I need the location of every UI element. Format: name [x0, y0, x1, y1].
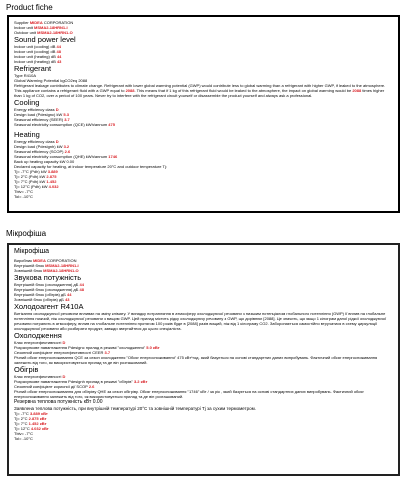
tj-row: Tj= 2°C 2.875 кВт: [14, 416, 47, 421]
refrigerant-text: Витікання охолоджуючої речовини впливає на зміну клімату. У випадку потрапляння в атмосферу охолоджуючої речовини з низьким потенціалом глобального потепління (GWP) її вплив на глобальне потепління нижчий, ніж охолоджуючої речовини з вищим GWP. Цей прилад містить рідку охолоджуючу речовину з GWP, що дорівнює [2088]. Це значить, що якщо 1 кілограм даної рідкої охолоджуючої речовини потрапить в атмосферу, вплив на глобальне потепління протягом 100 років буде в [2088] разів вищий, ніж від 1 кілограму CO2. Заборонається самостійно втручатися в схему циркуляції охолоджуючої речовини або розбирати продукт, завжди звертайтеся до цього спеціаліста.: [14, 311, 387, 331]
declared-capacity: Заявлена теплова потужність, при внутрішній температурі 20°C та зовнішній температурі Tj за сухим термометром.: [14, 406, 256, 411]
spl-row: Внутрішній блок (охолодження) дБ 44: [14, 282, 84, 287]
heating-row: Back up heating capacity kW 0.00: [14, 159, 75, 164]
sound-power-title: Sound power level: [14, 35, 76, 44]
cooling-row: Розрахункове навантаження Pdesignc прилад в режимі "охолодження" 5.0 кВт: [14, 345, 160, 350]
spl-row: Indoor unit (heating) dB 44: [14, 54, 62, 59]
cooling-row: Seasonal electricity consumption (QCE) kWh/annum 475: [14, 122, 115, 127]
product-fiche-ua: [7, 243, 400, 476]
tol-row: Tol= -10°C: [14, 436, 33, 441]
spl-row: Indoor unit (heating) dB 43: [14, 59, 62, 64]
refrigerant-text: Refrigerant leakage contributes to climate change. Refrigerant with lower global warming potential (GWP) would contribute less to global warming than a refrigerant with higher GWP, if leaked to the atmosphere. This appliance contains a refrigerant fluid with a GWP equal to 2088. This means that if 1 kg of this refrigerant fluid would be leaked to the atmosphere, the impact on global warming would be 2088 times higher than 1 kg of CO2, over a period of 100 years. Never try to interfere with the refrigerant circuit yourself or disassemble the product yourself and always ask a professional.: [14, 83, 386, 98]
spl-row: Indoor unit (cooling) dB 44: [14, 44, 61, 49]
heating-row: Розрахункове навантаження Pdesignh прилад в режимі "обігрів" 3.2 кВт: [14, 379, 148, 384]
refrigerant-type: Type R410A: [14, 73, 37, 78]
cooling-row: Design load (Pdesignc) kW 5.3: [14, 112, 69, 117]
cooling-row: Клас енергоефективності D: [14, 340, 66, 345]
page-title-ua: Мікрофіша: [6, 229, 47, 238]
outdoor-row: Зовнішній блок MSMA2-18HRN1-O: [14, 268, 79, 273]
heating-title: Heating: [14, 130, 40, 139]
heating-row: Energy efficiency class D: [14, 139, 59, 144]
product-fiche-en: [7, 15, 400, 213]
refrigerant-title: Холодоагент R410A: [14, 302, 84, 311]
cooling-row: Сезонний коефіцієнт енергоефективності CEER 3.7: [14, 350, 111, 355]
spl-row: Indoor unit (cooling) dB 48: [14, 49, 61, 54]
outdoor-row: Outdoor unit MSMA2-18HRN1-O: [14, 30, 73, 35]
backup-row: Резервна теплова потужність кВт 0.00: [14, 399, 103, 405]
tol-row: Tol= -10°C: [14, 194, 33, 199]
heating-row: Клас енергоефективності D: [14, 374, 66, 379]
tj-row: Tj= -7°C (Pdh) kW 3.889: [14, 169, 58, 174]
indoor-row: Indoor unit MSMA2-18HRN1-I: [14, 25, 68, 30]
cooling-row: Energy efficiency class D: [14, 107, 59, 112]
tj-row: Tj= 12°C (Pdh) kW 4.032: [14, 184, 59, 189]
tj-row: Tj= 7°C 1.452 кВт: [14, 421, 47, 426]
supplier-row: Supplier MIDEA CORPORATION: [14, 20, 74, 25]
supplier-row: Виробник MIDEA CORPORATION: [14, 258, 77, 263]
heating-row: Design load (Pdesignh) kW 3.2: [14, 144, 70, 149]
refrigerant-gwp: Global Warming Potential kgCO2eq 2088: [14, 78, 88, 83]
heating-row: Seasonal electricity consumption (QHE) kWh/annum 1746: [14, 154, 118, 159]
spl-row: Зовнішній блок (обігрів) дБ 43: [14, 297, 70, 302]
ua-fiche-title: Мікрофіша: [14, 248, 50, 255]
tj-row: Tj= 12°C 4.032 кВт: [14, 426, 49, 431]
cooling-row: Seasonal efficiency (SEER) 3.7: [14, 117, 70, 122]
cooling-title: Охолодження: [14, 331, 62, 340]
heating-row: Seasonal efficiency (SCOP) 2.6: [14, 149, 71, 154]
sound-power-title: Звукова потужність: [14, 273, 82, 282]
cooling-row: Річний обсяг енергоспоживання QCE за сезон охолодження "Обсяг енергоспоживання" 475 кВт*год. який базується на основі стандартних даних випробувань. Фактичний обсяг енергоспоживання залежить від того, як використовується прилад та де він розташований.: [14, 355, 378, 365]
heating-row: Declared capacity for heating, at indoor temperature 20°C and outdoor temperature Tj:: [14, 164, 167, 169]
indoor-row: Внутрішній блок MSMA2-18HRN1-I: [14, 263, 79, 268]
heating-row: Сезонний коефіцієнт корисної дії SCOP 2.6: [14, 384, 95, 389]
heating-title: Обігрів: [14, 365, 39, 374]
cooling-title: Cooling: [14, 98, 40, 107]
page-title-en: Product fiche: [6, 3, 53, 12]
tbiv-row: Tbiv= -7°C: [14, 189, 34, 194]
tj-row: Tj= 7°C (Pdh) kW 1.452: [14, 179, 57, 184]
tbiv-row: Tbiv= -7°C: [14, 431, 34, 436]
spl-row: Внутрішній блок (обігрів) дБ 44: [14, 292, 72, 297]
tj-row: Tj= 2°C (Pdh) kW 2.875: [14, 174, 57, 179]
tj-row: Tj= -7°C 3.889 кВт: [14, 411, 48, 416]
refrigerant-title: Refrigerant: [14, 64, 52, 73]
heating-row: Річний обсяг енергоспоживання для обігріву QHE за сезон обігріву. Обсяг енергоспоживання "1746" кВт / за рік , який базується на основі стандартних даних випробувань. Фактичний обсяг енергоспоживання залежить від того, як використовується прилад та де він розташований.: [14, 389, 364, 399]
spl-row: Внутрішній блок (охолодження) дБ 48: [14, 287, 84, 292]
